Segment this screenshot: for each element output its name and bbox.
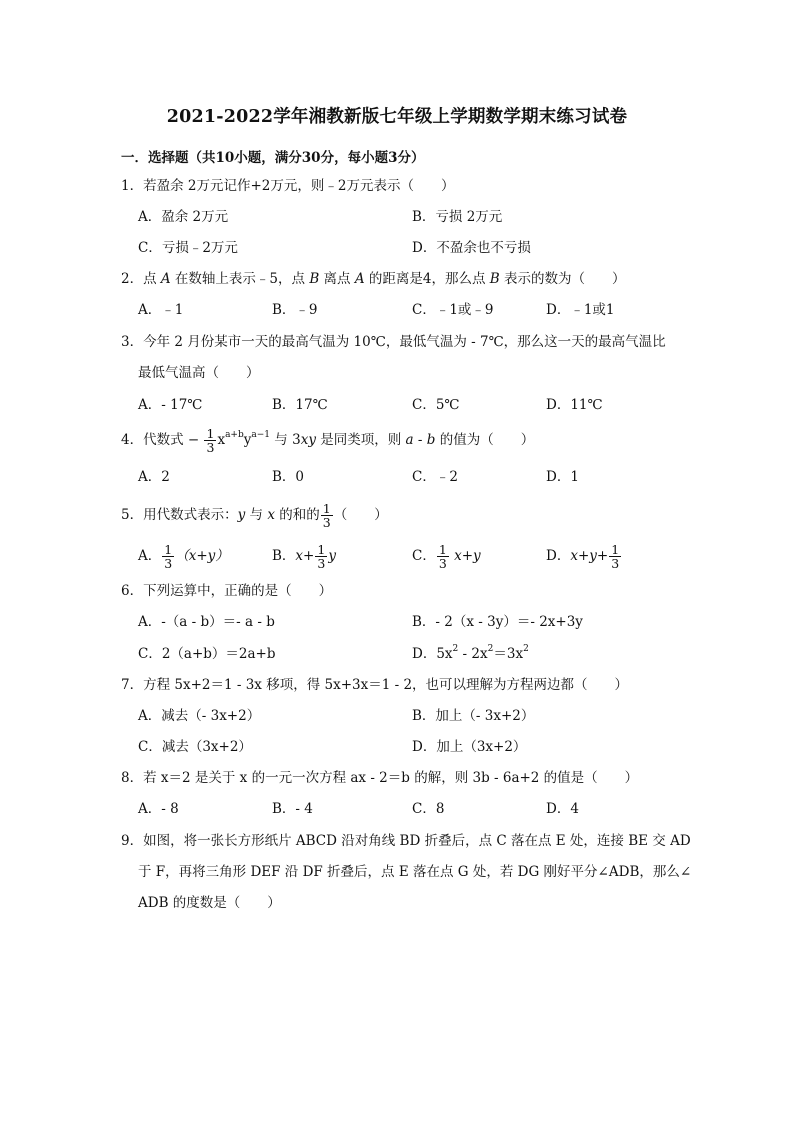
fraction: $\frac{1}{3}$ xyxy=(322,501,331,530)
question-4-option-a: A．2 xyxy=(138,469,170,485)
question-2-option-c: C．﹣1或﹣9 xyxy=(412,302,494,318)
question-1-option-b: B．亏损 2万元 xyxy=(412,209,503,225)
question-7-option-a: A．减去（- 3x+2） xyxy=(138,708,261,724)
question-1-option-d: D．不盈余也不亏损 xyxy=(412,240,531,256)
question-4-option-d: D．1 xyxy=(546,469,579,485)
question-1-option-c: C．亏损﹣2万元 xyxy=(138,240,238,256)
question-5-option-d: D．x+y+ $\frac{1}{3}$ xyxy=(546,542,620,571)
question-3-option-a: A．- 17℃ xyxy=(138,397,203,413)
question-3-stem-line-2: 最低气温高（ ） xyxy=(138,365,260,381)
question-6-option-b: B．- 2（x - 3y）＝- 2x+3y xyxy=(412,614,583,630)
question-2-option-b: B．﹣9 xyxy=(272,302,318,318)
question-5-stem: 5．用代数式表示：y 与 x 的和的 $\frac{1}{3}$ （ ） xyxy=(121,501,388,530)
question-8-option-c: C．8 xyxy=(412,801,445,817)
question-6-option-c: C．2（a+b）＝2a+b xyxy=(138,646,276,662)
question-3-option-d: D．11℃ xyxy=(546,397,603,413)
question-6-option-d: D．$5x^2 - 2x^2=3x^2$ xyxy=(412,644,529,662)
section-heading: 一．选择题（共10小题，满分30分，每小题3分） xyxy=(121,150,425,166)
question-3-stem-line-1: 3．今年 2 月份某市一天的最高气温为 10℃，最低气温为 - 7℃，那么这一天的最高气温比 xyxy=(121,334,666,350)
question-9-stem-line-1: 9．如图，将一张长方形纸片 ABCD 沿对角线 BD 折叠后，点 C 落在点 E 处，连接 BE 交 AD xyxy=(121,833,691,849)
question-1-option-a: A．盈余 2万元 xyxy=(138,209,229,225)
question-9-stem-line-3: ADB 的度数是（ ） xyxy=(138,895,281,911)
question-3-option-c: C．5℃ xyxy=(412,397,460,413)
question-7-option-b: B．加上（- 3x+2） xyxy=(412,708,535,724)
question-6-option-a: A．-（a - b）＝- a - b xyxy=(138,614,275,630)
question-9-stem-line-2: 于 F，再将三角形 DEF 沿 DF 折叠后，点 E 落在点 G 处，若 DG 刚好平分∠ADB，那么∠ xyxy=(138,864,692,880)
question-2-option-a: A．﹣1 xyxy=(138,302,184,318)
question-2-option-d: D．﹣1或1 xyxy=(546,302,615,318)
question-4-option-b: B．0 xyxy=(272,469,305,485)
question-8-option-d: D．4 xyxy=(546,801,579,817)
question-5-option-b: B．x+ $\frac{1}{3}$ y xyxy=(272,542,336,571)
question-3-option-b: B．17℃ xyxy=(272,397,328,413)
question-7-option-c: C．减去（3x+2） xyxy=(138,739,252,755)
question-2-stem: 2．点 A 在数轴上表示﹣5，点 B 离点 A 的距离是4，那么点 B 表示的数为（ ） xyxy=(121,271,626,287)
fraction: $\frac{1}{3}$ xyxy=(206,426,215,455)
question-7-stem: 7．方程 5x+2＝1 - 3x 移项，得 5x+3x＝1 - 2，也可以理解为方程两边都（ ） xyxy=(121,677,629,693)
question-6-stem: 6．下列运算中，正确的是（ ） xyxy=(121,583,333,599)
question-4-option-c: C．﹣2 xyxy=(412,469,458,485)
question-8-option-b: B．- 4 xyxy=(272,801,313,817)
question-7-option-d: D．加上（3x+2） xyxy=(412,739,527,755)
question-5-option-a: A． $\frac{1}{3}$ （x+y） xyxy=(138,542,229,571)
question-8-option-a: A．- 8 xyxy=(138,801,179,817)
question-8-stem: 8．若 x＝2 是关于 x 的一元一次方程 ax - 2＝b 的解，则 3b - 6a+2 的值是（ ） xyxy=(121,770,639,786)
question-4-stem: 4．代数式 − $\frac{1}{3}$ $x^{a+b}y^{a-1}$ 与 3xy 是同类项，则 a - b 的值为（ ） xyxy=(121,426,535,455)
exam-title: 2021-2022学年湘教新版七年级上学期数学期末练习试卷 xyxy=(166,107,628,127)
question-5-option-c: C． $\frac{1}{3}$ x+y xyxy=(412,542,481,571)
question-1-stem: 1．若盈余 2万元记作+2万元，则﹣2万元表示（ ） xyxy=(121,178,455,194)
